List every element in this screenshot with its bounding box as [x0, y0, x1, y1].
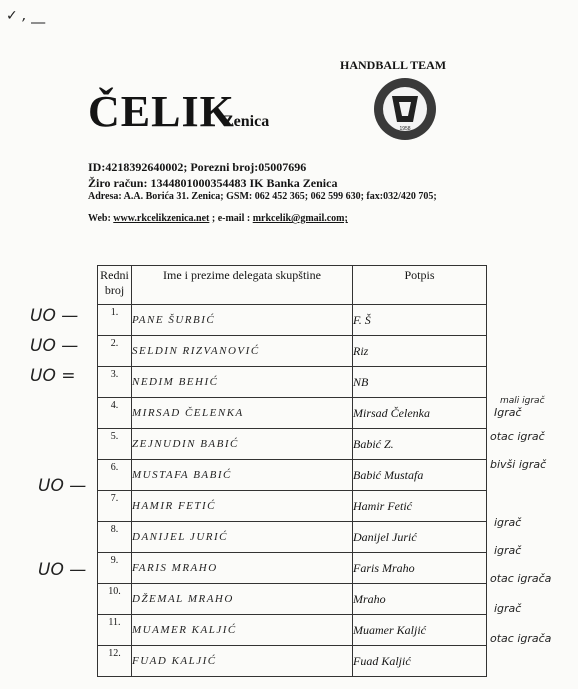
table-row: [98, 553, 487, 584]
delegate-name: PANE ŠURBIĆ: [132, 305, 353, 336]
email-link[interactable]: mrkcelik@gmail.com;: [252, 213, 348, 224]
row-number: 5.: [98, 429, 132, 460]
signature: Babić Mustafa: [353, 460, 487, 491]
col-number-header: Redni broj: [98, 266, 132, 305]
note-addition: mali igrač: [500, 396, 545, 406]
margin-mark-uo: UO —: [38, 560, 87, 580]
table-row: [98, 646, 487, 677]
row-number: 6.: [98, 460, 132, 491]
role-note: otac igrač: [490, 430, 545, 443]
delegate-name: MUAMER KALJIĆ: [132, 615, 353, 646]
role-note: Igrač: [494, 406, 522, 419]
table-header-row: [98, 266, 487, 305]
role-note: bivši igrač: [490, 458, 547, 471]
row-number: 4.: [98, 398, 132, 429]
table-row: [98, 367, 487, 398]
role-note: igrač: [494, 544, 522, 557]
row-number: 3.: [98, 367, 132, 398]
web-label: Web:: [88, 213, 111, 224]
signature: Hamir Fetić: [353, 491, 487, 522]
delegate-name: MIRSAD ČELENKA: [132, 398, 353, 429]
signature: Faris Mraho: [353, 553, 487, 584]
delegate-name: ZEJNUDIN BABIĆ: [132, 429, 353, 460]
table-row: [98, 460, 487, 491]
table-row: [98, 305, 487, 336]
role-note: igrač: [494, 602, 522, 615]
row-number: 9.: [98, 553, 132, 584]
row-number: 11.: [98, 615, 132, 646]
delegate-name: FARIS MRAHO: [132, 553, 353, 584]
row-number: 2.: [98, 336, 132, 367]
email-label: ; e-mail :: [211, 213, 251, 224]
signature: Mirsad Čelenka: [353, 398, 487, 429]
club-name: ČELIK: [88, 87, 235, 136]
table-row: [98, 398, 487, 429]
margin-mark-uo: UO —: [38, 476, 87, 496]
signature: Danijel Jurić: [353, 522, 487, 553]
account-line: Žiro račun: 1344801000354483 IK Banka Zenica: [88, 176, 338, 190]
table-row: [98, 491, 487, 522]
club-city: Zenica: [223, 113, 270, 130]
signature: Fuad Kaljić: [353, 646, 487, 677]
row-number: 10.: [98, 584, 132, 615]
delegate-name: SELDIN RIZVANOVIĆ: [132, 336, 353, 367]
club-logo: [372, 76, 438, 142]
delegate-name: DANIJEL JURIĆ: [132, 522, 353, 553]
role-note: igrač: [494, 516, 522, 529]
signature: NB: [353, 367, 487, 398]
handball-team-label: HANDBALL TEAM: [340, 58, 447, 72]
col-signature-header: Potpis: [353, 266, 487, 305]
col-name-header: Ime i prezime delegata skupštine: [132, 266, 353, 305]
margin-mark-uo: UO —: [30, 336, 79, 356]
row-number: 8.: [98, 522, 132, 553]
delegate-name: MUSTAFA BABIĆ: [132, 460, 353, 491]
signature: Muamer Kaljić: [353, 615, 487, 646]
signature: F. Š: [353, 305, 487, 336]
table-row: [98, 615, 487, 646]
role-note: otac igrača: [490, 572, 552, 585]
address-line: Adresa: A.A. Borića 31. Zenica; GSM: 062 452 365; 062 599 630; fax:032/420 705;: [88, 191, 437, 202]
delegate-name: FUAD KALJIĆ: [132, 646, 353, 677]
logo-year: 1958: [399, 126, 411, 132]
margin-mark-uo: UO =: [30, 366, 76, 386]
margin-mark-uo: UO —: [30, 306, 79, 326]
delegate-name: HAMIR FETIĆ: [132, 491, 353, 522]
corner-scribble: ✓ , __: [6, 8, 46, 24]
row-number: 1.: [98, 305, 132, 336]
signature: Riz: [353, 336, 487, 367]
table-row: [98, 522, 487, 553]
table-row: [98, 584, 487, 615]
delegates-table: [97, 265, 487, 677]
id-line: ID:4218392640002; Porezni broj:05007696: [88, 160, 307, 174]
delegate-name: DŽEMAL MRAHO: [132, 584, 353, 615]
table-row: [98, 336, 487, 367]
row-number: 7.: [98, 491, 132, 522]
web-link[interactable]: www.rkcelikzenica.net: [113, 213, 210, 224]
role-note: otac igrača: [490, 632, 552, 645]
row-number: 12.: [98, 646, 132, 677]
signature: Mraho: [353, 584, 487, 615]
signature: Babić Z.: [353, 429, 487, 460]
contact-line: [88, 213, 348, 224]
table-row: [98, 429, 487, 460]
delegate-name: NEDIM BEHIĆ: [132, 367, 353, 398]
